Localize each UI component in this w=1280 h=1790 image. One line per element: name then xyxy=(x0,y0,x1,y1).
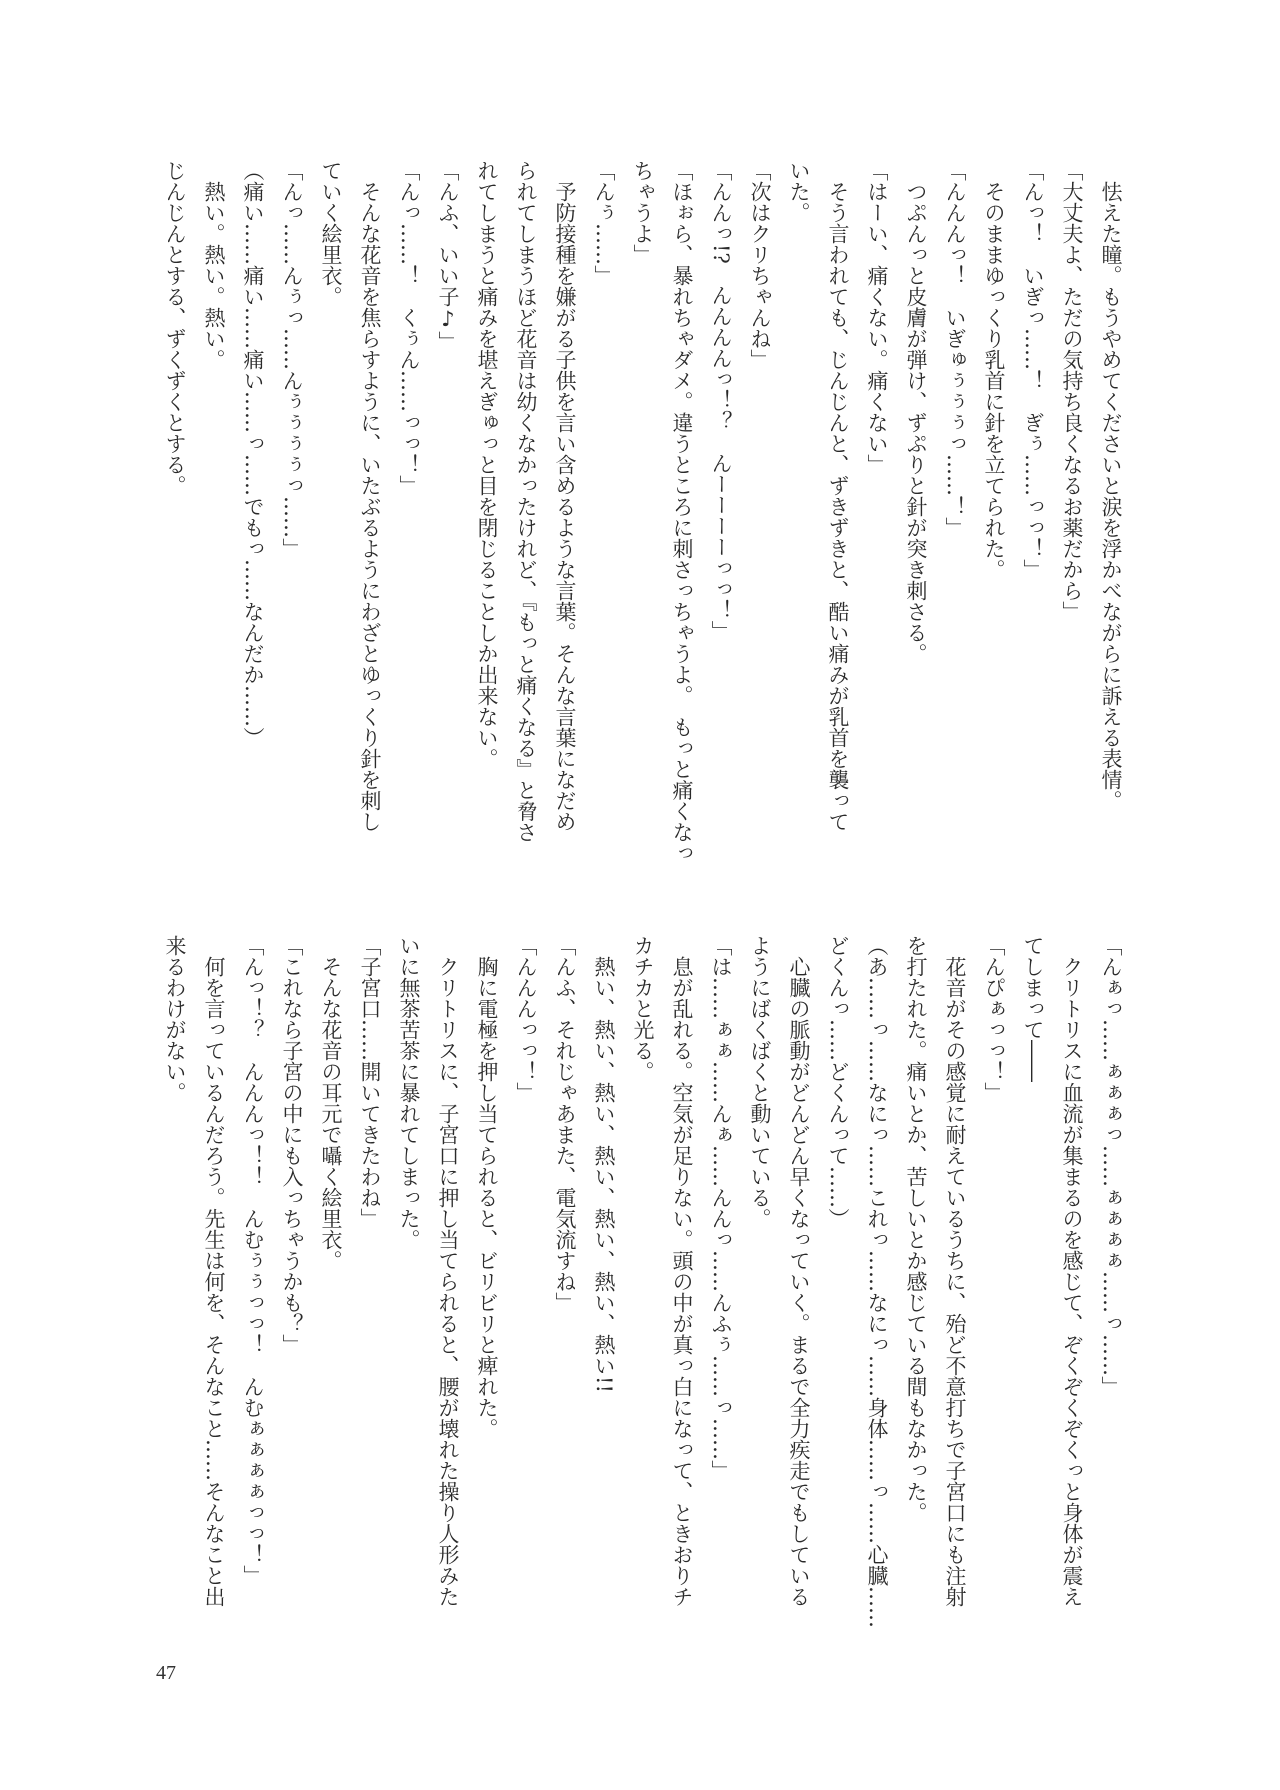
text-column: 予防接種を嫌がる子供を言い含めるような言葉。そんな言葉になだめ xyxy=(553,160,577,832)
page-number: 47 xyxy=(156,1662,176,1684)
text-column: 来るわけがない。 xyxy=(163,935,187,1103)
text-column: れてしまうと痛みを堪えぎゅっと目を閉じることしか出来ない。 xyxy=(475,160,499,769)
text-column: 「んっ！？ んんんっ！！ んむぅぅっっ！ んむぁぁぁぁっっ！」 xyxy=(241,935,265,1586)
text-column: ていく絵里衣。 xyxy=(319,160,343,307)
text-column: 「んんんっ！ いぎゅぅぅぅっ……！」 xyxy=(943,160,967,538)
text-column: 心臓の脈動がどんどん早くなっていく。まるで全力疾走でもしている xyxy=(787,935,811,1607)
text-column: ようにばくばくと動いている。 xyxy=(748,935,772,1229)
text-column: （痛い……痛い……痛い……っ……でもっ……なんだか……） xyxy=(241,160,265,748)
text-column: 何を言っているんだろう。先生は何を、そんなこと……そんなこと出 xyxy=(202,935,226,1607)
text-column: 花音がその感覚に耐えているうちに、殆ど不意打ちで子宮口にも注射 xyxy=(943,935,967,1607)
text-column: 「ほぉら、暴れちゃダメ。違うところに刺さっちゃうよ。 もっと痛くなっ xyxy=(670,160,694,864)
text-column: そう言われても、じんじんと、ずきずきと、酷い痛みが乳首を襲って xyxy=(826,160,850,832)
text-column: 「んんんっっ！」 xyxy=(514,935,538,1103)
text-column: 「大丈夫よ、ただの気持ち良くなるお薬だから」 xyxy=(1060,160,1084,622)
text-column: いた。 xyxy=(787,160,811,223)
text-column: 「んぴぁっっ！」 xyxy=(982,935,1006,1103)
text-block-top xyxy=(155,160,1130,864)
text-column: どくんっ……どくんって……） xyxy=(826,935,850,1229)
text-column: 怯えた瞳。もうやめてくださいと涙を浮かべながらに訴える表情。 xyxy=(1099,160,1123,811)
text-column: 「はーい、痛くない。痛くない」 xyxy=(865,160,889,475)
text-column: を打たれた。痛いとか、苦しいとか感じている間もなかった。 xyxy=(904,935,928,1523)
text-column: 「んっ！ いぎっ……！ ぎぅ……っっ！」 xyxy=(1021,160,1045,580)
text-column: 「次はクリちゃんね」 xyxy=(748,160,772,370)
text-column: クリトリスに血流が集まるのを感じて、ぞくぞくぞくっと身体が震え xyxy=(1060,935,1084,1607)
text-column: 「んんっ!? んんんんっ！？ んーーーーっっ！」 xyxy=(709,160,733,642)
text-column: 息が乱れる。空気が足りない。頭の中が真っ白になって、ときおりチ xyxy=(670,935,694,1607)
text-column: いに無茶苦茶に暴れてしまった。 xyxy=(397,935,421,1250)
text-column: 「んっ……んぅっ……んぅぅぅぅっ……」 xyxy=(280,160,304,559)
text-column: 「んふ、いい子♪」 xyxy=(436,160,460,352)
text-block-bottom xyxy=(155,935,1130,1627)
text-column: 「子宮口……開いてきたわね」 xyxy=(358,935,382,1229)
text-column: ちゃうよ」 xyxy=(631,160,655,265)
text-column: 「んぅ……」 xyxy=(592,160,616,286)
text-column: そんな花音の耳元で囁く絵里衣。 xyxy=(319,935,343,1271)
text-column: じんじんとする、ずくずくとする。 xyxy=(163,160,187,496)
text-column: てしまって―― xyxy=(1021,935,1045,1082)
text-column: 「んふ、それじゃあまた、電気流すね」 xyxy=(553,935,577,1313)
text-column: 熱い。熱い。熱い。 xyxy=(202,160,226,370)
text-column: 「これなら子宮の中にも入っちゃうかも？」 xyxy=(280,935,304,1355)
text-column: 「は……ぁぁ……んぁ……んんっ……んふぅ……っ……」 xyxy=(709,935,733,1481)
text-column: そんな花音を焦らすように、いたぶるようにわざとゆっくり針を刺し xyxy=(358,160,382,832)
text-column: そのままゆっくり乳首に針を立てられた。 xyxy=(982,160,1006,580)
text-column: 「んぁっ……ぁぁぁっ……ぁぁぁぁ……っ……」 xyxy=(1099,935,1123,1397)
text-column: られてしまうほど花音は幼くなかったけれど、『もっと痛くなる』と脅さ xyxy=(514,160,538,843)
text-column: カチカと光る。 xyxy=(631,935,655,1082)
text-column: 熱い、熱い、熱い、熱い、熱い、熱い、熱い!! xyxy=(592,935,616,1393)
text-column: 胸に電極を押し当てられると、ビリビリと痺れた。 xyxy=(475,935,499,1439)
text-column: 「んっ……！ くぅん……っっ！」 xyxy=(397,160,421,496)
text-column: クリトリスに、子宮口に押し当てられると、腰が壊れた操り人形みた xyxy=(436,935,460,1607)
text-column: つぷんっと皮膚が弾け、ずぷりと針が突き刺さる。 xyxy=(904,160,928,664)
text-column: （あ……っ……なにっ……これっ……なにっ……身体……っ……心臓…… xyxy=(865,935,889,1628)
